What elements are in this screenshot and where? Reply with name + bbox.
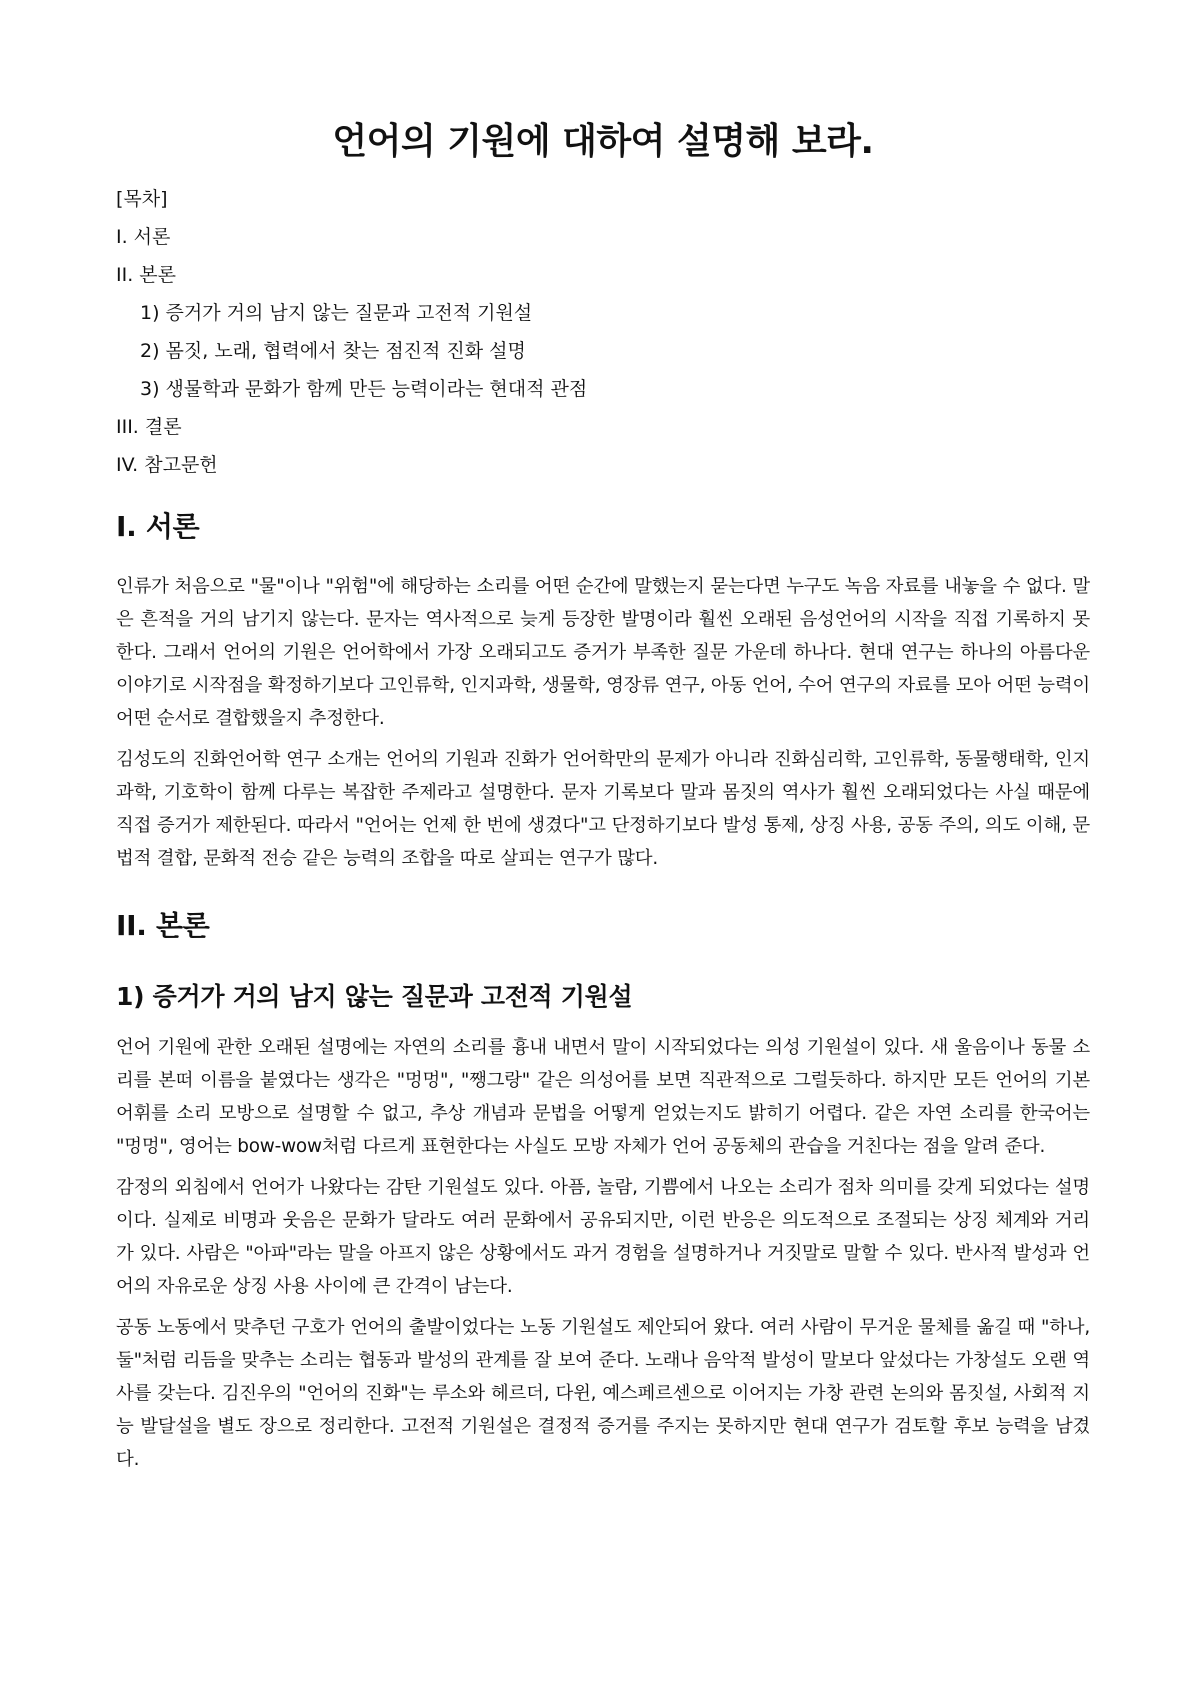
table-of-contents [116,188,1090,476]
body-paragraph: 감정의 외침에서 언어가 나왔다는 감탄 기원설도 있다. 아픔, 놀람, 기쁨에서 나오는 소리가 점차 의미를 갖게 되었다는 설명이다. 실제로 비명과 웃음은 문화가 달라도 여러 문화에서 공유되지만, 이런 반응은 의도적으로 조절되는 상징 체계와 거리가 있다. 사람은 "아파"라는 말을 아프지 않은 상황에서도 과거 경험을 설명하거나 거짓말로 말할 수 있다. 반사적 발성과 언어의 자유로운 상징 사용 사이에 큰 간격이 남는다. [116,1177,1090,1297]
intro-paragraph: 인류가 처음으로 "물"이나 "위험"에 해당하는 소리를 어떤 순간에 말했는지 묻는다면 누구도 녹음 자료를 내놓을 수 없다. 말은 흔적을 거의 남기지 않는다. 문자는 역사적으로 늦게 등장한 발명이라 훨씬 오래된 음성언어의 시작을 직접 기록하지 못한다. 그래서 언어의 기원은 언어학에서 가장 오래되고도 증거가 부족한 질문 가운데 하나다. 현대 연구는 하나의 아름다운 이야기로 시작점을 확정하기보다 고인류학, 인지과학, 생물학, 영장류 연구, 아동 언어, 수어 연구의 자료를 모아 어떤 능력이 어떤 순서로 결합했을지 추정한다. [116,576,1090,729]
toc-item-intro: I. 서론 [116,226,171,248]
body-paragraph: 언어 기원에 관한 오래된 설명에는 자연의 소리를 흉내 내면서 말이 시작되었다는 의성 기원설이 있다. 새 울음이나 동물 소리를 본떠 이름을 붙였다는 생각은 "멍멍", "쨍그랑" 같은 의성어를 보면 직관적으로 그럴듯하다. 하지만 모든 언어의 기본 어휘를 소리 모방으로 설명할 수 없고, 추상 개념과 문법을 어떻게 얻었는지도 밝히기 어렵다. 같은 자연 소리를 한국어는 "멍멍", 영어는 bow-wow처럼 다르게 표현한다는 사실도 모방 자체가 언어 공동체의 관습을 거친다는 점을 알려 준다. [116,1037,1090,1157]
toc-item-conclusion: III. 결론 [116,416,182,438]
toc-item-body-3: 3) 생물학과 문화가 함께 만든 능력이라는 현대적 관점 [140,378,588,400]
toc-item-body-1: 1) 증거가 거의 남지 않는 질문과 고전적 기원설 [140,302,533,324]
toc-item-references: IV. 참고문헌 [116,454,218,476]
section-heading-body: II. 본론 [116,909,210,942]
section-heading-intro: I. 서론 [116,510,200,543]
subsection-heading-1: 1) 증거가 거의 남지 않는 질문과 고전적 기원설 [116,982,633,1011]
toc-item-body: II. 본론 [116,264,176,286]
toc-item-body-2: 2) 몸짓, 노래, 협력에서 찾는 점진적 진화 설명 [140,340,526,362]
toc-heading: [목차] [116,188,168,210]
document-title: 언어의 기원에 대하여 설명해 보라. [332,121,874,162]
intro-paragraph: 김성도의 진화언어학 연구 소개는 언어의 기원과 진화가 언어학만의 문제가 아니라 진화심리학, 고인류학, 동물행태학, 인지과학, 기호학이 함께 다루는 복잡한 주제라고 설명한다. 문자 기록보다 말과 몸짓의 역사가 훨씬 오래되었다는 사실 때문에 직접 증거가 제한된다. 따라서 "언어는 언제 한 번에 생겼다"고 단정하기보다 발성 통제, 상징 사용, 공동 주의, 의도 이해, 문법적 결합, 문화적 전승 같은 능력의 조합을 따로 살피는 연구가 많다. [116,749,1090,869]
body-paragraph: 공동 노동에서 맞추던 구호가 언어의 출발이었다는 노동 기원설도 제안되어 왔다. 여러 사람이 무거운 물체를 옮길 때 "하나, 둘"처럼 리듬을 맞추는 소리는 협동과 발성의 관계를 잘 보여 준다. 노래나 음악적 발성이 말보다 앞섰다는 가창설도 오랜 역사를 갖는다. 김진우의 "언어의 진화"는 루소와 헤르더, 다윈, 예스페르센으로 이어지는 가창 관련 논의와 몸짓설, 사회적 지능 발달설을 별도 장으로 정리한다. 고전적 기원설은 결정적 증거를 주지는 못하지만 현대 연구가 검토할 후보 능력을 남겼다. [116,1317,1090,1470]
